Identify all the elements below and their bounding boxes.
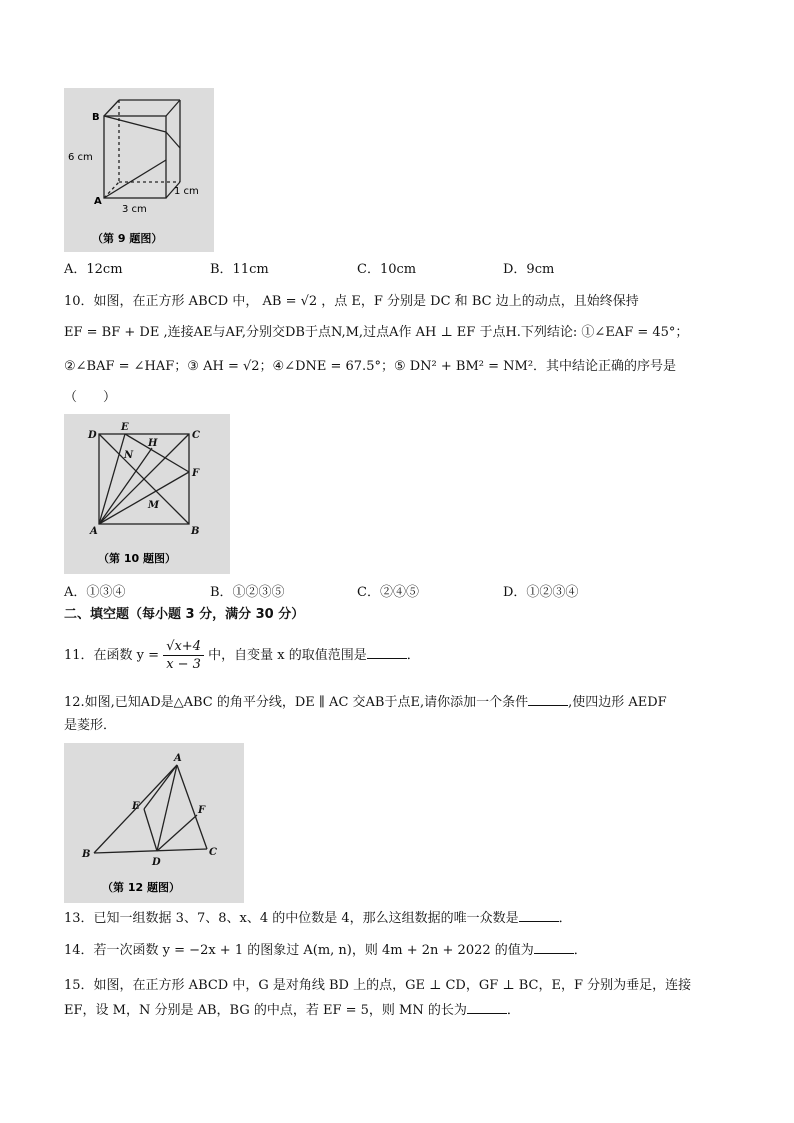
q9-label-width: 3 cm bbox=[122, 204, 147, 215]
q11-numerator: √x+4 bbox=[163, 638, 204, 656]
q12-label-c: C bbox=[209, 847, 217, 858]
q9-label-height: 6 cm bbox=[68, 152, 93, 163]
q9-option-a: A．12cm bbox=[64, 262, 123, 277]
q13-text: 13．已知一组数据 3、7、8、x、4 的中位数是 4，那么这组数据的唯一众数是 bbox=[64, 911, 519, 926]
q10-option-b: B．①②③⑤ bbox=[210, 585, 285, 600]
q12-label-f: F bbox=[198, 805, 206, 816]
q15-line-2 bbox=[64, 1001, 520, 1021]
q11-answer-blank bbox=[367, 646, 407, 659]
q10-label-c: C bbox=[192, 430, 200, 441]
q14-end: ． bbox=[573, 943, 587, 958]
q12-line-1 bbox=[64, 693, 667, 713]
q15-line-2-text: EF，设 M，N 分别是 AB，BG 的中点，若 EF = 5，则 MN 的长为 bbox=[64, 1003, 467, 1018]
q9-label-depth: 1 cm bbox=[174, 186, 199, 197]
q11-prefix: 11．在函数 y = bbox=[64, 648, 160, 663]
q13-question bbox=[64, 909, 572, 929]
q10-line-3: ②∠BAF = ∠HAF；③ AH = √2；④∠DNE = 67.5°；⑤ DN² + BM² = NM²．其中结论正确的序号是 bbox=[64, 359, 677, 374]
q10-label-f: F bbox=[192, 468, 200, 479]
q9-label-b: B bbox=[92, 112, 100, 123]
q10-label-h: H bbox=[148, 438, 158, 449]
q12-line-1-end: ,使四边形 AEDF bbox=[568, 695, 667, 710]
q10-label-a: A bbox=[90, 526, 98, 537]
q9-figure bbox=[64, 88, 214, 252]
q10-figure-caption: （第 10 题图） bbox=[98, 552, 176, 565]
q9-option-b: B．11cm bbox=[210, 262, 269, 277]
q11-end: ． bbox=[406, 648, 420, 663]
q12-label-e: E bbox=[132, 801, 140, 812]
q9-prism-diagram bbox=[64, 88, 214, 252]
q10-line-2: EF = BF + DE ,连接AE与AF,分别交DB于点N,M,过点A作 AH ⊥ EF 于点H.下列结论: ①∠EAF = 45°； bbox=[64, 325, 689, 340]
q12-label-b: B bbox=[82, 849, 91, 860]
q9-option-d: D．9cm bbox=[503, 262, 555, 277]
q14-text: 14．若一次函数 y = −2x + 1 的图象过 A(m, n)，则 4m + 2n + 2022 的值为 bbox=[64, 943, 534, 958]
q13-answer-blank bbox=[519, 909, 559, 922]
q11-question bbox=[64, 638, 420, 673]
q11-denominator: x − 3 bbox=[166, 657, 201, 672]
q10-option-c: C．②④⑤ bbox=[357, 585, 419, 600]
q10-line-1: 10．如图，在正方形 ABCD 中， AB = √2 ，点 E，F 分别是 DC 和 BC 边上的动点，且始终保持 bbox=[64, 294, 639, 309]
q10-line-4: （ ） bbox=[64, 390, 117, 405]
q15-answer-blank bbox=[467, 1001, 507, 1014]
q12-answer-blank bbox=[528, 693, 568, 706]
q14-answer-blank bbox=[534, 941, 574, 954]
q14-question bbox=[64, 941, 587, 961]
q9-option-c: C．10cm bbox=[357, 262, 417, 277]
q10-label-n: N bbox=[124, 450, 134, 461]
q10-label-b: B bbox=[191, 526, 200, 537]
q9-label-a: A bbox=[94, 196, 102, 207]
q12-figure-caption: （第 12 题图） bbox=[102, 881, 180, 894]
q12-label-a: A bbox=[174, 753, 182, 764]
q15-line-1: 15．如图，在正方形 ABCD 中，G 是对角线 BD 上的点，GE ⊥ CD，GF ⊥ BC，E，F 分别为垂足，连接 bbox=[64, 978, 692, 993]
q12-triangle-diagram bbox=[64, 743, 244, 903]
q11-suffix: 中，自变量 x 的取值范围是 bbox=[208, 648, 367, 663]
q12-label-d: D bbox=[152, 857, 161, 868]
q12-figure bbox=[64, 743, 244, 903]
q13-end: ． bbox=[558, 911, 572, 926]
q15-end: ． bbox=[506, 1003, 520, 1018]
q9-figure-caption: （第 9 题图） bbox=[92, 232, 163, 245]
q10-label-e: E bbox=[121, 422, 129, 433]
q10-label-m: M bbox=[148, 500, 160, 511]
q12-line-2: 是菱形． bbox=[64, 718, 117, 733]
q12-line-1-text: 12.如图,已知AD是△ABC 的角平分线，DE ∥ AC 交AB于点E,请你添加一个条件 bbox=[64, 695, 529, 710]
q10-option-a: A．①③④ bbox=[64, 585, 126, 600]
section-2-title: 二、填空题（每小题 3 分，满分 30 分） bbox=[64, 607, 305, 622]
q10-option-d: D．①②③④ bbox=[503, 585, 579, 600]
q11-fraction bbox=[163, 638, 204, 673]
q10-square-diagram bbox=[64, 414, 230, 574]
q10-figure bbox=[64, 414, 230, 574]
q10-label-d: D bbox=[88, 430, 97, 441]
